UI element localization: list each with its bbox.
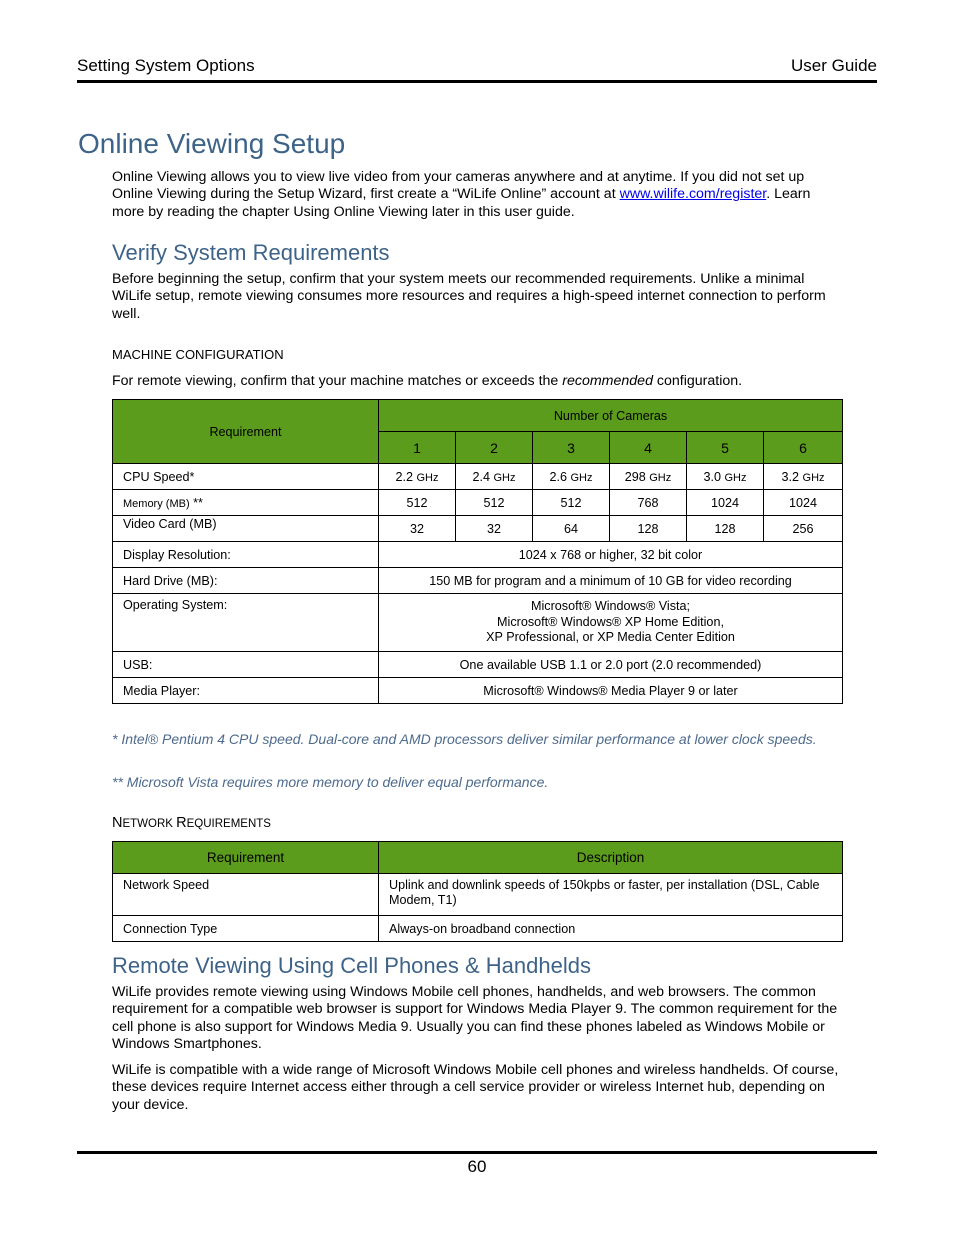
network-heading-part: R xyxy=(176,815,187,831)
register-link[interactable]: www.wilife.com/register xyxy=(619,186,767,203)
camera-count: 6 xyxy=(764,432,843,464)
video-value: 128 xyxy=(687,516,764,542)
remote-heading: Remote Viewing Using Cell Phones & Handhelds xyxy=(112,953,591,978)
video-value: 32 xyxy=(456,516,533,542)
video-value: 256 xyxy=(764,516,843,542)
memory-value: 512 xyxy=(379,490,456,516)
camera-count: 3 xyxy=(533,432,610,464)
cpu-unit: GHz xyxy=(416,471,439,484)
network-heading-part: N xyxy=(112,815,123,831)
cpu-cell xyxy=(533,464,610,490)
table-row xyxy=(113,490,843,516)
table-row xyxy=(113,542,843,568)
requirement-header: Requirement xyxy=(113,400,379,464)
row-label xyxy=(113,490,379,516)
verify-heading: Verify System Requirements xyxy=(112,240,390,265)
memory-mark: ** xyxy=(189,495,203,510)
intro-text-start: Online Viewing allows you to view live video from your cameras anywhere and at anytime. If you did not set up Online Viewing during the Setup Wizard, first create a “WiLife Online” account at xyxy=(112,169,805,203)
machine-config-heading: MACHINE CONFIGURATION xyxy=(112,347,284,362)
remote-paragraph-1: WiLife provides remote viewing using Windows Mobile cell phones, handhelds, and web browsers. The common requirement for a compatible web browser is support for Windows Media Player 9. The common requirement for the cell phone is also support for Windows Media 9. Usually you can find these phones labeled as Windows Mobile or Windows Smartphones. xyxy=(112,984,838,1053)
page-footer xyxy=(77,1151,877,1176)
memory-value: 512 xyxy=(456,490,533,516)
description-header: Description xyxy=(379,842,843,874)
row-value: One available USB 1.1 or 2.0 port (2.0 recommended) xyxy=(379,652,843,678)
video-value: 64 xyxy=(533,516,610,542)
os-line: Microsoft® Windows® Vista; xyxy=(531,599,690,614)
row-value: 1024 x 768 or higher, 32 bit color xyxy=(379,542,843,568)
table-row xyxy=(113,464,843,490)
row-value: 150 MB for program and a minimum of 10 GB for video recording xyxy=(379,568,843,594)
requirement-header: Requirement xyxy=(113,842,379,874)
cpu-value: 298 xyxy=(624,469,646,484)
cpu-value: 3.2 xyxy=(781,469,800,484)
cpu-unit: GHz xyxy=(570,471,593,484)
network-table xyxy=(112,841,843,942)
cpu-unit: GHz xyxy=(493,471,516,484)
machine-text-end: configuration. xyxy=(652,373,743,389)
cpu-cell xyxy=(379,464,456,490)
camera-count: 1 xyxy=(379,432,456,464)
network-heading-part: EQUIREMENTS xyxy=(186,818,271,830)
os-value xyxy=(379,594,843,652)
row-label: USB: xyxy=(113,652,379,678)
header-section-title: Setting System Options xyxy=(77,56,255,75)
intro-text-end: . Learn more by reading the chapter Using Online Viewing later in this user guide. xyxy=(112,186,811,220)
machine-config-text xyxy=(112,373,842,390)
camera-count: 5 xyxy=(687,432,764,464)
table-row xyxy=(113,678,843,704)
cameras-header: Number of Cameras xyxy=(379,400,843,432)
table-row xyxy=(113,568,843,594)
row-label: Operating System: xyxy=(113,594,379,652)
cpu-value: 3.0 xyxy=(703,469,721,484)
row-label: Video Card (MB) xyxy=(113,516,379,542)
footnote-cpu: * Intel® Pentium 4 CPU speed. Dual-core and AMD processors deliver similar performance at lower clock speeds. xyxy=(112,731,817,747)
verify-paragraph: Before beginning the setup, confirm that your system meets our recommended requirements. Unlike a minimal WiLife setup, remote viewing consumes more resources and requires a high-speed internet connection to perform well. xyxy=(112,271,826,322)
table-row xyxy=(113,516,843,542)
header-doc-title: User Guide xyxy=(791,56,877,75)
footnote-memory: ** Microsoft Vista requires more memory to deliver equal performance. xyxy=(112,774,549,790)
machine-text-em: recommended xyxy=(562,373,653,389)
memory-label: Memory (MB) xyxy=(123,497,190,510)
camera-count: 2 xyxy=(456,432,533,464)
machine-text-start: For remote viewing, confirm that your machine matches or exceeds the xyxy=(112,373,563,389)
memory-value: 512 xyxy=(533,490,610,516)
cpu-value: 2.4 xyxy=(472,469,490,484)
network-heading-part: ETWORK xyxy=(122,818,177,830)
os-line: Microsoft® Windows® XP Home Edition, xyxy=(497,614,724,629)
row-label: Display Resolution: xyxy=(113,542,379,568)
video-value: 32 xyxy=(379,516,456,542)
page-header xyxy=(77,54,877,83)
table-row xyxy=(113,594,843,652)
cpu-cell xyxy=(764,464,843,490)
row-label: Media Player: xyxy=(113,678,379,704)
page-number: 60 xyxy=(467,1157,487,1176)
os-line: XP Professional, or XP Media Center Edition xyxy=(486,630,735,645)
network-desc: Uplink and downlink speeds of 150kpbs or faster, per installation (DSL, Cable Modem, T1) xyxy=(379,874,843,916)
row-label: Hard Drive (MB): xyxy=(113,568,379,594)
cpu-value: 2.2 xyxy=(395,469,413,484)
table-row xyxy=(113,916,843,942)
table-row xyxy=(113,652,843,678)
network-desc: Always-on broadband connection xyxy=(379,916,843,942)
memory-value: 1024 xyxy=(687,490,764,516)
row-label: CPU Speed* xyxy=(113,464,379,490)
memory-value: 1024 xyxy=(764,490,843,516)
camera-count: 4 xyxy=(610,432,687,464)
cpu-cell xyxy=(610,464,687,490)
memory-value: 768 xyxy=(610,490,687,516)
video-value: 128 xyxy=(610,516,687,542)
network-req: Connection Type xyxy=(113,916,379,942)
remote-paragraph-2: WiLife is compatible with a wide range of Microsoft Windows Mobile cell phones and wireless handhelds. Of course, these devices require Internet access either through a cell service provider or wireless Internet hub, depending on your device. xyxy=(112,1062,839,1113)
intro-paragraph xyxy=(112,169,842,221)
cpu-unit: GHz xyxy=(724,471,747,484)
cpu-value: 2.6 xyxy=(549,469,567,484)
cpu-unit: GHz xyxy=(649,471,672,484)
cpu-cell xyxy=(456,464,533,490)
cpu-cell xyxy=(687,464,764,490)
network-heading xyxy=(112,815,271,831)
page-title: Online Viewing Setup xyxy=(78,128,346,159)
machine-config-table xyxy=(112,399,843,704)
cpu-unit: GHz xyxy=(802,471,825,484)
table-row xyxy=(113,874,843,916)
row-value: Microsoft® Windows® Media Player 9 or later xyxy=(379,678,843,704)
network-req: Network Speed xyxy=(113,874,379,916)
